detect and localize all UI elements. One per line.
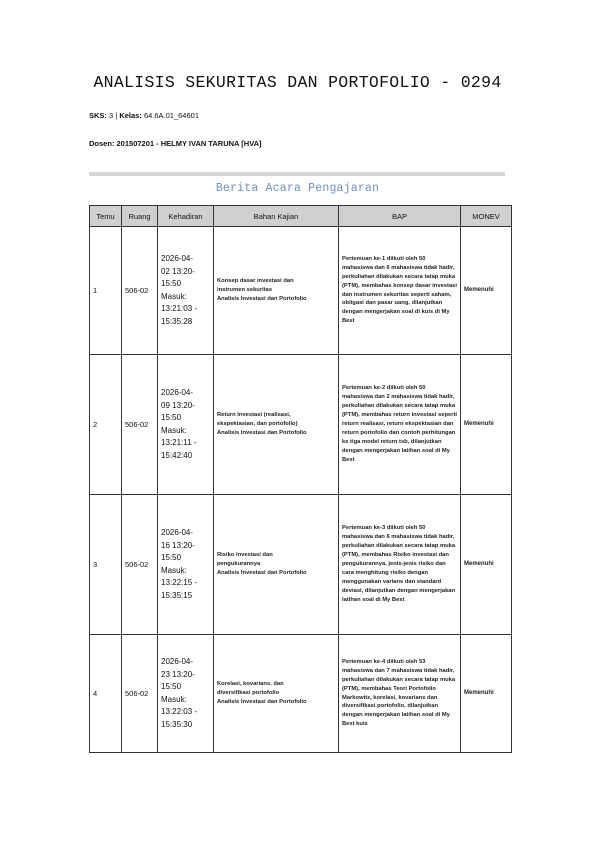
kehadiran-line: 02 13:20- [161,266,195,276]
kehadiran-line: 15:35:15 [161,590,193,600]
section-title: Berita Acara Pengajaran [215,182,380,195]
bahan-line: instrumen sekuritas [217,287,273,293]
table-row [90,355,512,495]
bahan-line: pengukurannya [217,561,261,567]
kehadiran-line: 13:22:03 - [161,707,198,716]
ruang-cell: 506-02 [122,227,158,355]
kehadiran-line: 15:50 [161,279,182,288]
kelas-value: 64.6A.01_64601 [143,111,199,120]
temu-cell: 3 [90,495,122,635]
monev-cell: Memenuhi [461,227,512,355]
kehadiran-line: 16 13:20- [161,540,195,550]
column-header-kehadiran: Kehadiran [158,206,214,227]
kehadiran-line: 13:21:11 - [161,438,197,447]
kehadiran-line: 15:35:28 [161,316,193,326]
bap-cell: Pertemuan ke-4 diikuti oleh 53 mahasiswa dan 7 mahasiswa tidak hadir, perkuliahan dilakukan secara tatap muka (PTM), membahas Teori Portofolio Markowitz, korelasi, kovarians dan diversifikasi portofolio, dilanjutkan dengan mengerjakan latihan soal di My Best kuis [339,635,461,753]
temu-cell: 2 [90,355,122,495]
temu-cell: 4 [90,635,122,753]
table-row [90,495,512,635]
bahan-kajian-cell [214,495,339,635]
bahan-kajian-cell [214,227,339,355]
lecturer-info [89,139,262,148]
bahan-line: ekspektasian, dan portofolio) [217,421,298,427]
kehadiran-line: Masuk: [161,425,187,435]
kehadiran-line: 15:50 [161,413,182,422]
page-title: ANALISIS SEKURITAS DAN PORTOFOLIO - 0294 [93,73,502,92]
teaching-record-table [89,205,512,753]
column-header-temu: Temu [90,206,122,227]
kelas-label: Kelas: [119,111,142,120]
bahan-kajian-cell [214,635,339,753]
column-header-bahan-kajian: Bahan Kajian [214,206,339,227]
kehadiran-line: 15:35:30 [161,719,193,729]
kehadiran-line: 13:22:15 - [161,578,198,587]
kehadiran-line: Masuk: [161,291,187,301]
sks-value: 3 [109,111,114,120]
column-header-ruang: Ruang [122,206,158,227]
kehadiran-line: 09 13:20- [161,400,195,410]
bahan-line: Risiko investasi dan [217,552,273,558]
kehadiran-cell [158,355,214,495]
monev-cell: Memenuhi [461,495,512,635]
monev-cell: Memenuhi [461,635,512,753]
bap-cell: Pertemuan ke-3 diikuti oleh 50 mahasiswa dan 6 mahasiswa tidak hadir, perkuliahan dilakukan secara tatap muka (PTM), membahas Risiko investasi dan pengukurannya, jenis-jenis risiko dan cara menghitung risiko dengan menggunakan varians dan standard deviasi, dilanjutkan dengan mengerjakan latihan soal di My Best [339,495,461,635]
kehadiran-line: 23 13:20- [161,669,195,679]
bahan-line: Analisis Investasi dan Portofolio [217,296,307,302]
ruang-cell: 506-02 [122,355,158,495]
separator: | [115,111,118,120]
dosen-value: 201507201 - HELMY IVAN TARUNA [HVA] [116,139,262,148]
kehadiran-line: 2026-04- [161,528,194,537]
bap-cell: Pertemuan ke-1 diikuti oleh 50 mahasiswa dan 6 mahasiswa tidak hadir, perkuliahan dilakukan secara tatap muka (PTM), membahas konsep dasar investasi dan instrumen sekuritas seperti saham, obligasi dan pasar uang, dilanjutkan dengan mengerjakan soal di kuis di My Best [339,227,461,355]
ruang-cell: 506-02 [122,495,158,635]
kehadiran-line: 15:50 [161,682,182,691]
kehadiran-cell [158,227,214,355]
kehadiran-line: 2026-04- [161,254,194,263]
column-header-monev: MONEV [461,206,512,227]
bahan-line: Return investasi (realisasi, [217,412,291,418]
kehadiran-cell [158,495,214,635]
bahan-line: Analisis Investasi dan Portofolio [217,430,307,436]
monev-cell: Memenuhi [461,355,512,495]
bahan-line: Konsep dasar investasi dan [217,278,294,284]
temu-cell: 1 [90,227,122,355]
kehadiran-line: 15:50 [161,553,182,562]
bahan-kajian-cell [214,355,339,495]
bahan-line: Analisis Investasi dan Portofolio [217,570,307,576]
column-header-bap: BAP [339,206,461,227]
ruang-cell: 506-02 [122,635,158,753]
kehadiran-line: 2026-04- [161,388,194,397]
bahan-line: diversifikasi portofolio [217,690,280,696]
kehadiran-line: 15:42:40 [161,450,193,460]
kehadiran-line: 2026-04- [161,657,194,666]
table-header-row [90,206,512,227]
bahan-line: Analisis Investasi dan Portofolio [217,699,307,705]
sks-label: SKS: [89,111,107,120]
kehadiran-line: 13:21:03 - [161,304,198,313]
kehadiran-line: Masuk: [161,565,187,575]
bap-cell: Pertemuan ke-2 diikuti oleh 50 mahasiswa dan 2 mahasiswa tidak hadir, perkuliahan dilakukan secara tatap muka (PTM), membahas return investasi seperti return realisasi, return ekspektasian dan return portofolio dan contoh perhitungan ke tiga model return tsb, dilanjutkan dengan mengerjakan latihan soal di My Best [339,355,461,495]
kehadiran-cell [158,635,214,753]
bahan-line: Korelasi, kovarians, dan [217,681,284,687]
course-info [89,111,199,120]
section-divider [89,172,505,176]
table-row [90,635,512,753]
kehadiran-line: Masuk: [161,694,187,704]
table-row [90,227,512,355]
dosen-label: Dosen: [89,139,115,148]
